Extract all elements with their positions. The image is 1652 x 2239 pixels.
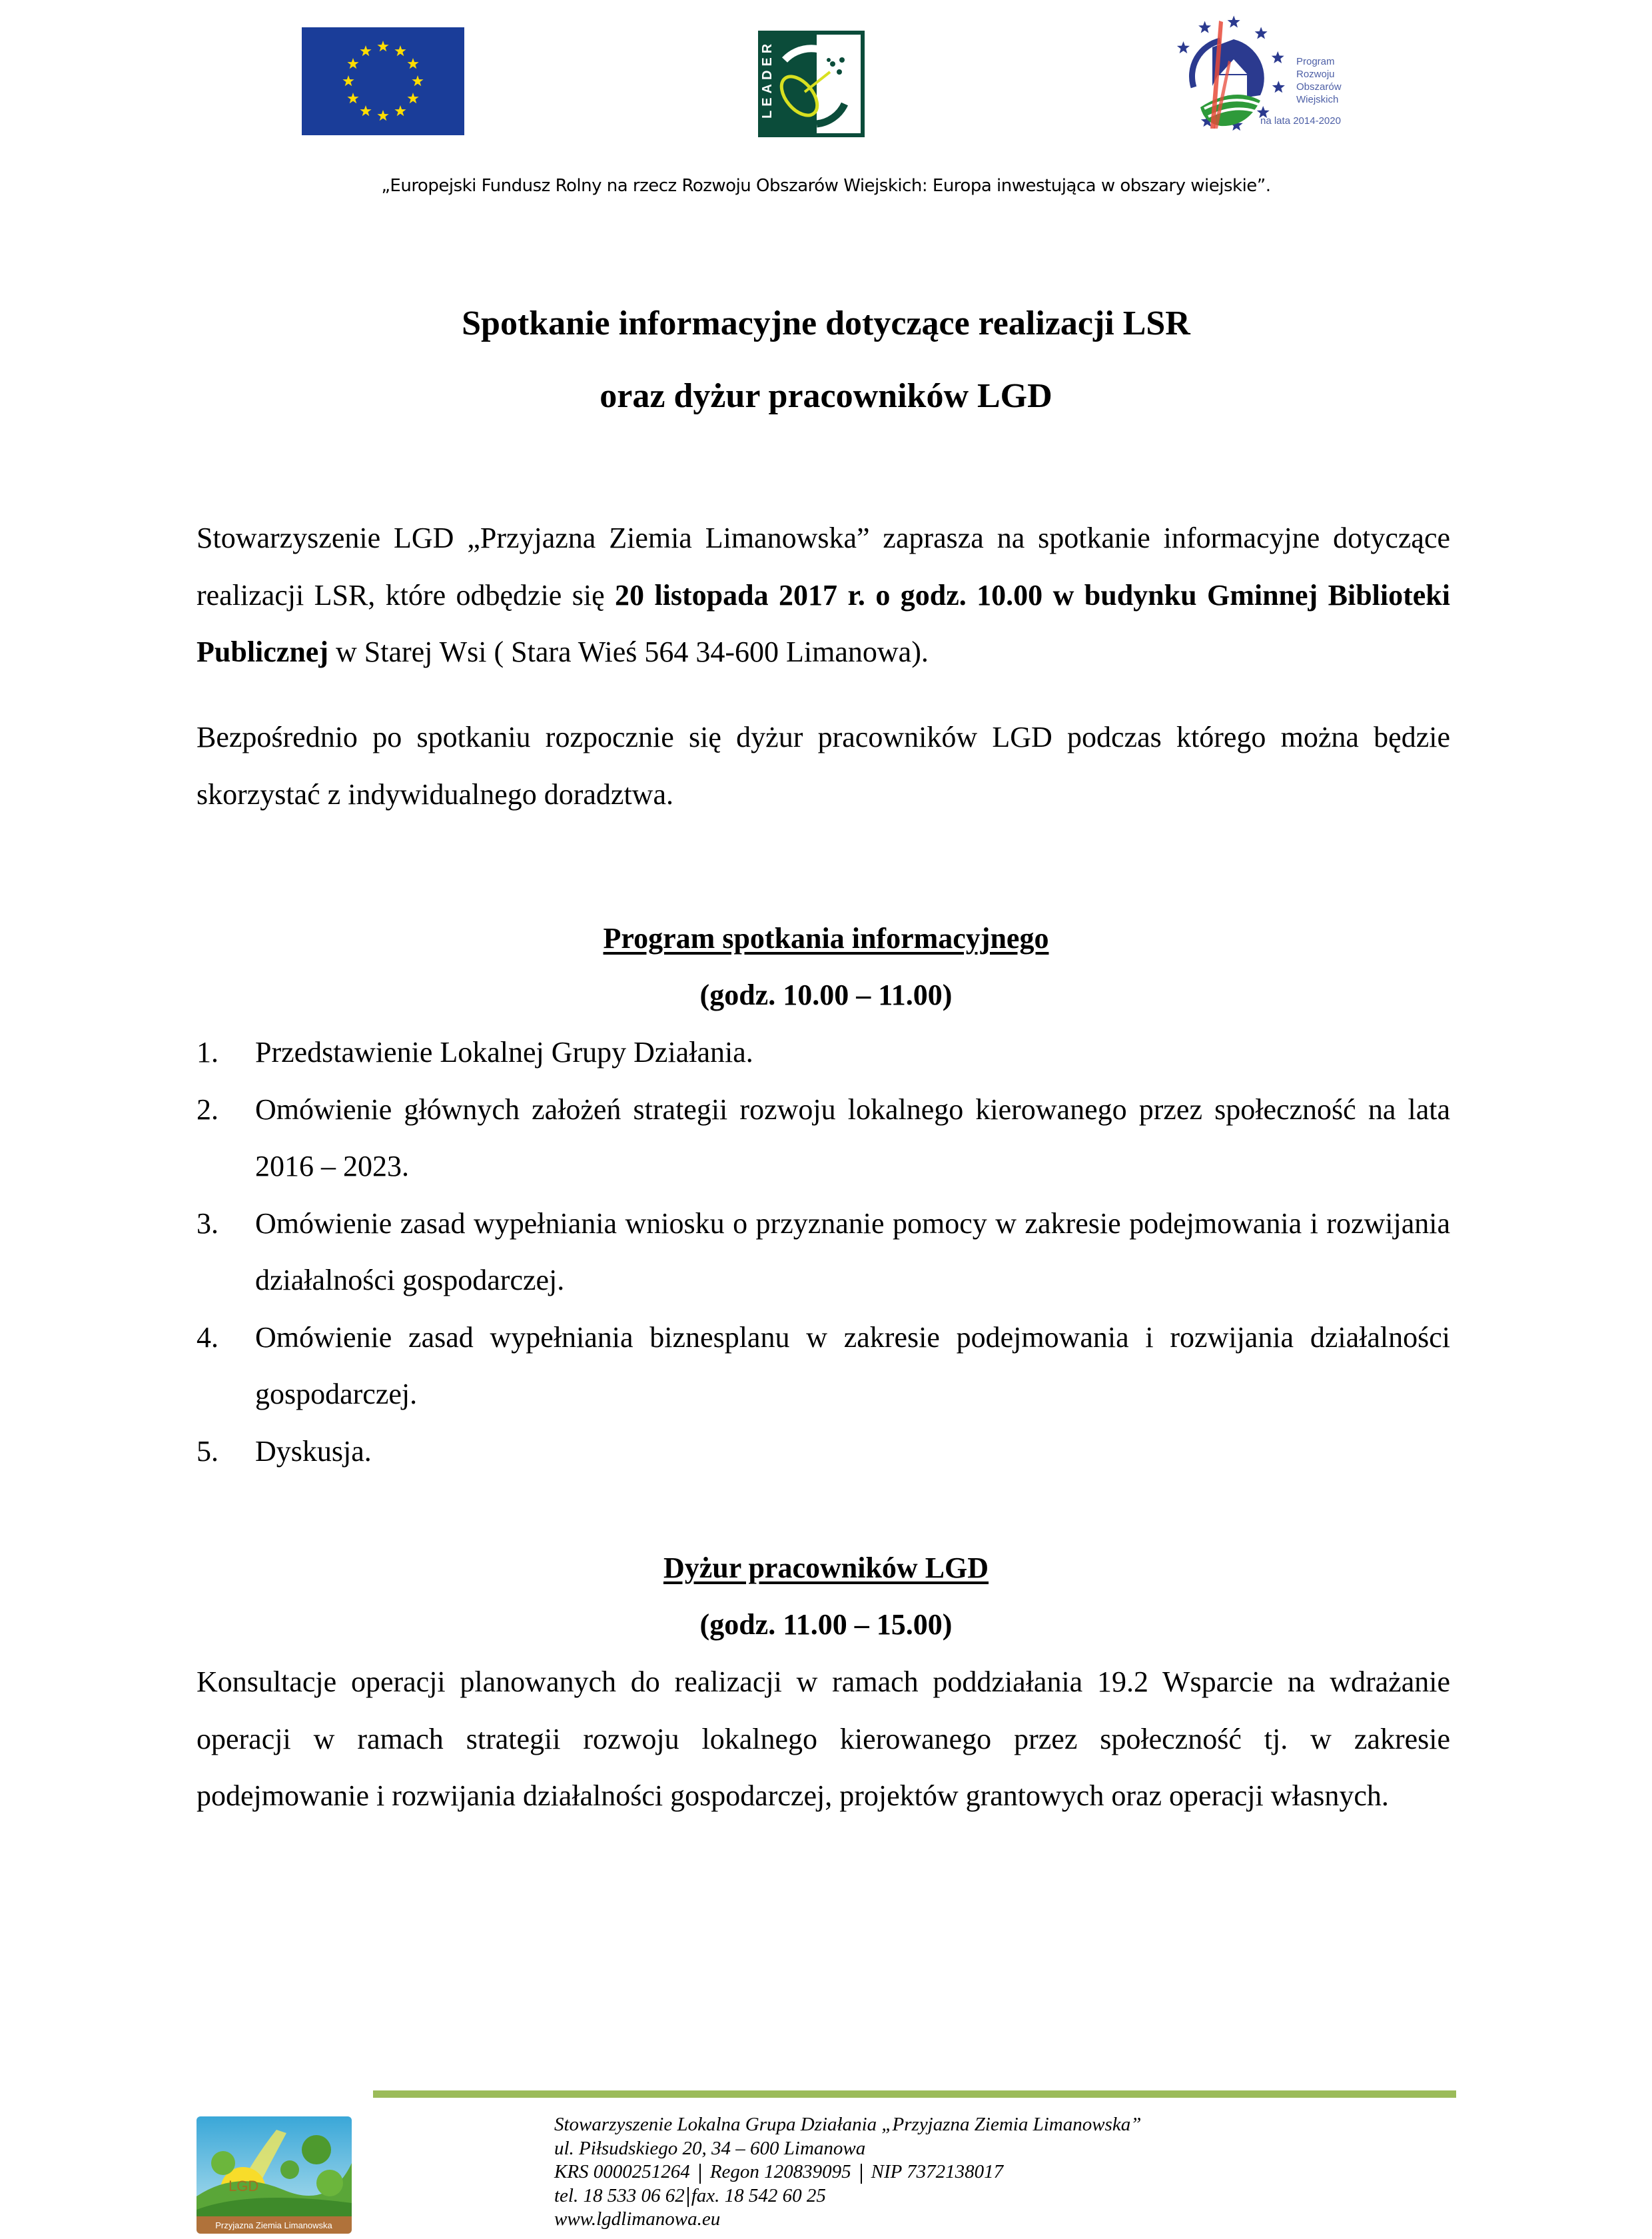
lgd-logo — [197, 2116, 352, 2234]
program-item-number: 2. — [197, 1093, 218, 1126]
footer-krs: KRS 0000251264 — [554, 2161, 690, 2183]
eu-star-icon — [377, 41, 388, 51]
prow-line: Obszarów — [1296, 81, 1342, 93]
footer-divider — [373, 2090, 1456, 2098]
eu-star-icon — [377, 110, 388, 121]
eu-star-icon — [360, 105, 371, 116]
leader-logo — [758, 31, 865, 137]
program-item — [197, 1024, 1450, 1081]
separator — [861, 2164, 862, 2184]
footer-org-name: Stowarzyszenie Lokalna Grupa Działania „Przyjazna Ziemia Limanowska” — [554, 2114, 1142, 2135]
footer-contact — [554, 2113, 1141, 2232]
prow-line: Wiejskich — [1296, 94, 1339, 105]
program-item-number: 3. — [197, 1206, 218, 1240]
footer-website-link[interactable]: www.lgdlimanowa.eu — [554, 2208, 721, 2230]
footer-nip: NIP 7372138017 — [871, 2161, 1004, 2183]
footer-phone: tel. 18 533 06 62 — [554, 2184, 685, 2206]
page-title-line1: Spotkanie informacyjne dotyczące realizacji LSR — [462, 304, 1190, 342]
prow-star-icon — [1272, 51, 1284, 63]
fund-line: „Europejski Fundusz Rolny na rzecz Rozwoju Obszarów Wiejskich: Europa inwestująca w obszary wiejskie”. — [381, 176, 1271, 196]
leader-label: LEADER — [760, 39, 775, 119]
eu-star-icon — [394, 105, 406, 116]
prow-star-icon — [1198, 21, 1211, 33]
separator — [699, 2164, 701, 2184]
eu-star-icon — [412, 75, 423, 86]
prow-text — [1296, 55, 1342, 106]
duty-heading-text: Dyżur pracowników LGD — [663, 1552, 989, 1584]
eu-stars-icon — [302, 27, 464, 135]
footer-address: ul. Piłsudskiego 20, 34 – 600 Limanowa — [554, 2137, 866, 2159]
prow-logo — [1154, 7, 1354, 134]
program-item-number: 5. — [197, 1434, 218, 1468]
footer-regon: Regon 120839095 — [709, 2161, 851, 2183]
program-hours: (godz. 10.00 – 11.00) — [699, 979, 953, 1011]
footer-fax: fax. 18 542 60 25 — [691, 2184, 826, 2206]
program-item — [197, 1081, 1450, 1195]
program-item — [197, 1195, 1450, 1309]
intro-paragraph — [197, 510, 1450, 681]
intro-paragraph-2: Bezpośrednio po spotkaniu rozpocznie się dyżur pracowników LGD podczas którego można będzie skorzystać z indywidualnego doradztwa. — [197, 721, 1450, 811]
program-item-number: 4. — [197, 1320, 218, 1354]
program-item-text: Przedstawienie Lokalnej Grupy Działania. — [255, 1036, 753, 1069]
program-item-number: 1. — [197, 1036, 218, 1069]
program-item-text: Omówienie zasad wypełniania biznesplanu w zakresie podejmowania i rozwijania działalności gospodarczej. — [255, 1320, 1450, 1410]
prow-star-icon — [1255, 27, 1268, 39]
eu-star-icon — [408, 93, 419, 103]
program-item-text: Omówienie zasad wypełniania wniosku o przyznanie pomocy w zakresie podejmowania i rozwijania działalności gospodarczej. — [255, 1206, 1450, 1296]
eu-star-icon — [394, 45, 406, 56]
footer-phones — [554, 2184, 1141, 2208]
program-item-text: Dyskusja. — [255, 1434, 372, 1468]
duty-hours: (godz. 11.00 – 15.00) — [699, 1608, 953, 1641]
duty-paragraph: Konsultacje operacji planowanych do realizacji w ramach poddziałania 19.2 Wsparcie na wdrażanie operacji w ramach strategii rozwoju lokalnego kierowanego przez społeczność tj. w zakresie podejmowanie i rozwijania działalności gospodarczej, projektów grantowych oraz operacji własnych. — [197, 1665, 1450, 1812]
eu-star-icon — [342, 75, 354, 86]
footer-registry — [554, 2160, 1141, 2184]
eu-star-icon — [408, 58, 419, 69]
eu-star-icon — [360, 45, 371, 56]
eu-star-icon — [347, 93, 358, 103]
page-title-line2: oraz dyżur pracowników LGD — [600, 377, 1052, 415]
separator — [687, 2187, 689, 2207]
prow-line: Program — [1296, 56, 1335, 67]
lgd-logo-caption: Przyjazna Ziemia Limanowska — [215, 2220, 332, 2230]
intro-text-tail: w Starej Wsi ( Stara Wieś 564 34-600 Limanowa). — [328, 636, 929, 668]
eu-star-icon — [347, 58, 358, 69]
prow-star-icon — [1228, 15, 1240, 27]
program-heading-text: Program spotkania informacyjnego — [603, 922, 1049, 955]
prow-star-icon — [1272, 81, 1285, 93]
event-date-location: 20 listopada 2017 r. o godz. 10.00 w budynku Gminnej Biblioteki Publicznej — [197, 578, 1450, 668]
duty-heading — [0, 1540, 1652, 1597]
eu-flag-logo — [302, 27, 464, 135]
program-item — [197, 1309, 1450, 1423]
prow-line: Rozwoju — [1296, 69, 1335, 80]
intro-text: Stowarzyszenie LGD „Przyjazna Ziemia Limanowska” zaprasza na spotkanie informacyjne dotyczące realizacji LSR, które odbędzie się — [197, 522, 1450, 612]
lgd-logo-initials: LGD — [228, 2178, 259, 2194]
program-list — [197, 1024, 1450, 1480]
prow-years: na lata 2014-2020 — [1260, 115, 1341, 127]
program-item — [197, 1423, 1450, 1480]
prow-star-icon — [1177, 41, 1190, 53]
program-item-text: Omówienie głównych założeń strategii rozwoju lokalnego kierowanego przez społeczność na lata 2016 – 2023. — [255, 1093, 1450, 1182]
program-heading — [0, 910, 1652, 967]
